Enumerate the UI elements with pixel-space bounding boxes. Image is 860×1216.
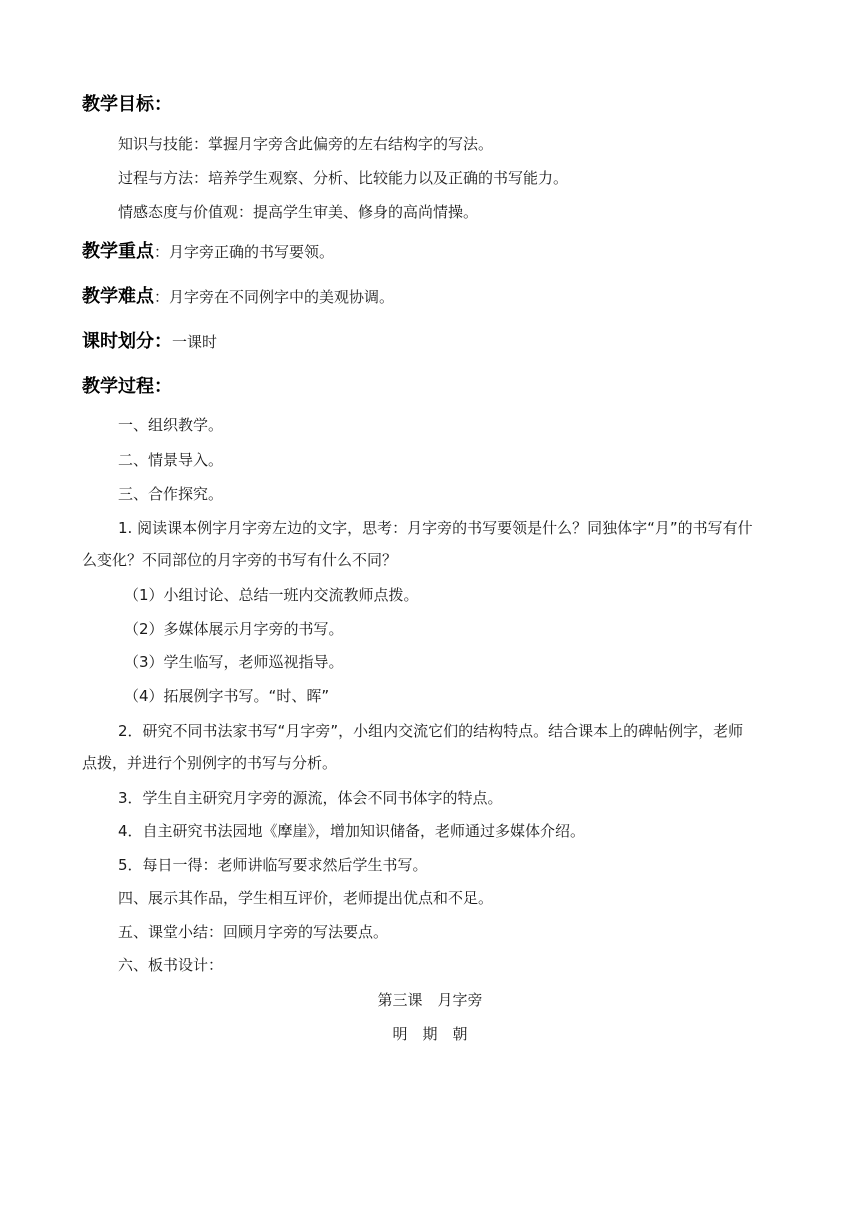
process-step-4: 四、展示其作品，学生相互评价，老师提出优点和不足。 (118, 889, 494, 907)
process-item-3: 3．学生自主研究月字旁的源流，体会不同书体字的特点。 (118, 789, 503, 807)
key-point-value: ：月字旁正确的书写要领。 (154, 243, 335, 261)
objective-attitude: 情感态度与价值观：提高学生审美、修身的高尚情操。 (118, 203, 479, 221)
period-value: 一课时 (172, 333, 218, 351)
process-step-2: 二、情景导入。 (118, 451, 224, 469)
board-title: 第三课 月字旁 (377, 991, 483, 1009)
process-sub-1: （1）小组讨论、总结一班内交流教师点拨。 (124, 586, 419, 604)
process-sub-2: （2）多媒体展示月字旁的书写。 (124, 620, 344, 638)
objective-knowledge: 知识与技能：掌握月字旁含此偏旁的左右结构字的写法。 (118, 135, 494, 153)
process-item-2: 2．研究不同书法家书写“月字旁”，小组内交流它们的结构特点。结合课本上的碑帖例字，老师点拨，并进行个别例字的书写与分析。 (82, 722, 744, 772)
process-sub-3: （3）学生临写，老师巡视指导。 (124, 653, 344, 671)
process-heading-text: 教学过程： (82, 376, 172, 397)
difficulty (82, 286, 394, 308)
process-item-5: 5．每日一得：老师讲临写要求然后学生书写。 (118, 856, 428, 874)
process-sub-4: （4）拓展例字书写。“时、晖” (124, 687, 330, 705)
process-step-1: 一、组织教学。 (118, 416, 224, 434)
process-step-5: 五、课堂小结：回顾月字旁的写法要点。 (118, 923, 389, 941)
key-point-label: 教学重点 (82, 241, 154, 262)
difficulty-value: ：月字旁在不同例字中的美观协调。 (154, 288, 395, 306)
board-chars: 明 期 朝 (392, 1025, 468, 1043)
period-label: 课时划分： (82, 331, 172, 352)
difficulty-label: 教学难点 (82, 286, 154, 307)
objective-process: 过程与方法：培养学生观察、分析、比较能力以及正确的书写能力。 (118, 169, 569, 187)
process-heading (82, 376, 172, 398)
process-step-6: 六、板书设计： (118, 956, 224, 974)
objectives-heading (82, 94, 172, 116)
process-step-3: 三、合作探究。 (118, 485, 224, 503)
key-point (82, 241, 334, 263)
process-item-4: 4．自主研究书法园地《摩崖》，增加知识储备，老师通过多媒体介绍。 (118, 822, 586, 840)
process-item-1: 1. 阅读课本例字月字旁左边的文字，思考：月字旁的书写要领是什么？同独体字“月”的书写有什么变化？不同部位的月字旁的书写有什么不同？ (82, 519, 753, 569)
objectives-heading-text: 教学目标： (82, 94, 172, 115)
period (82, 331, 217, 353)
